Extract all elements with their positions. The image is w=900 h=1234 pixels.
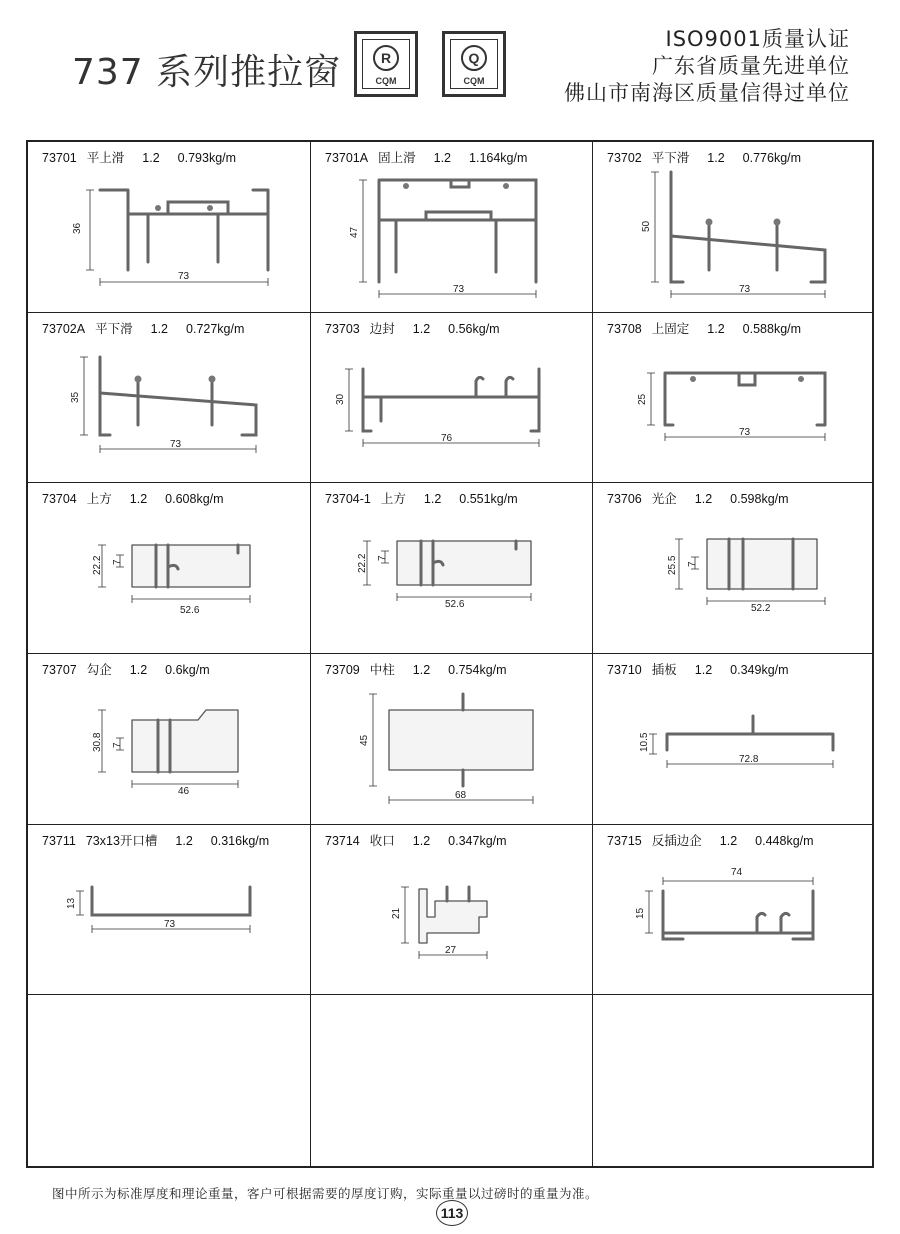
cert-line: ISO9001质量认证 xyxy=(665,27,850,51)
svg-text:25: 25 xyxy=(637,393,648,405)
profile-drawing xyxy=(28,483,310,653)
svg-text:10.5: 10.5 xyxy=(639,732,650,752)
profile-drawing xyxy=(593,142,872,312)
page-number: 113 xyxy=(436,1200,468,1226)
profile-drawing xyxy=(28,825,310,995)
profile-drawing xyxy=(311,654,593,824)
profile-cell xyxy=(28,313,311,484)
footer-note: 图中所示为标准厚度和理论重量，客户可根据需要的厚度订购，实际重量以过磅时的重量为准。 xyxy=(52,1186,599,1201)
svg-text:73: 73 xyxy=(739,284,751,295)
svg-text:CQM: CQM xyxy=(463,76,485,86)
svg-text:73: 73 xyxy=(453,284,465,295)
svg-text:73: 73 xyxy=(178,271,190,282)
empty-cell xyxy=(593,995,872,1166)
svg-text:46: 46 xyxy=(178,786,190,797)
profile-caption: 73709 中柱 1.2 0.754kg/m xyxy=(325,663,507,677)
svg-text:68: 68 xyxy=(455,790,467,801)
profile-caption: 73707 勾企 1.2 0.6kg/m xyxy=(42,663,210,677)
profile-caption: 73710 插板 1.2 0.349kg/m xyxy=(607,663,789,677)
profile-drawing xyxy=(593,825,872,995)
svg-text:15: 15 xyxy=(635,907,646,919)
profile-caption: 73704 上方 1.2 0.608kg/m xyxy=(42,492,224,507)
profile-drawing xyxy=(311,825,593,995)
svg-text:52.6: 52.6 xyxy=(180,605,200,617)
profile-caption: 73708 上固定 1.2 0.588kg/m xyxy=(607,321,802,336)
profile-caption: 73714 收口 1.2 0.347kg/m xyxy=(325,833,507,848)
svg-text:30: 30 xyxy=(335,393,346,405)
cqm-q-certification-logo xyxy=(442,31,506,97)
svg-text:52.6: 52.6 xyxy=(445,599,465,611)
profile-cell xyxy=(28,654,311,825)
profile-drawing xyxy=(311,313,593,483)
profile-cell xyxy=(593,483,872,654)
svg-text:13: 13 xyxy=(66,897,77,909)
profile-cell xyxy=(311,825,593,996)
svg-text:45: 45 xyxy=(359,734,370,746)
profile-cell xyxy=(593,825,872,996)
empty-cell xyxy=(28,995,311,1166)
svg-text:35: 35 xyxy=(70,391,81,403)
svg-text:Q: Q xyxy=(468,50,480,66)
svg-text:36: 36 xyxy=(72,222,83,234)
svg-text:73: 73 xyxy=(164,918,176,930)
svg-text:73: 73 xyxy=(170,438,182,450)
profile-drawing xyxy=(311,142,593,312)
profile-cell xyxy=(593,654,872,825)
cqm-r-certification-logo xyxy=(354,31,418,97)
svg-text:30.8: 30.8 xyxy=(92,732,103,752)
profile-caption: 73701 平上滑 1.2 0.793kg/m xyxy=(42,151,237,165)
profile-caption: 73703 边封 1.2 0.56kg/m xyxy=(325,321,500,336)
svg-text:72.8: 72.8 xyxy=(739,754,759,765)
svg-text:47: 47 xyxy=(349,226,360,238)
profile-cell xyxy=(593,313,872,484)
page-title: 737 系列推拉窗 xyxy=(72,52,342,93)
profile-drawing xyxy=(28,142,310,312)
profile-caption: 73702A 平下滑 1.2 0.727kg/m xyxy=(42,321,245,336)
svg-text:7: 7 xyxy=(377,555,388,562)
profile-caption: 73704-1 上方 1.2 0.551kg/m xyxy=(325,492,518,507)
svg-text:7: 7 xyxy=(687,561,698,568)
svg-text:R: R xyxy=(380,50,392,66)
cert-line: 佛山市南海区质量信得过单位 xyxy=(564,81,850,105)
profile-cell xyxy=(311,483,593,654)
svg-text:27: 27 xyxy=(445,944,457,956)
profile-drawing xyxy=(593,313,872,483)
profile-caption: 73702 平下滑 1.2 0.776kg/m xyxy=(607,151,802,165)
profile-drawing xyxy=(28,313,310,483)
profile-cell xyxy=(311,142,593,313)
profile-cell xyxy=(311,654,593,825)
profile-cell xyxy=(311,313,593,484)
profile-caption: 73701A 固上滑 1.2 1.164kg/m xyxy=(325,151,528,165)
profile-drawing xyxy=(28,654,310,824)
svg-text:21: 21 xyxy=(391,907,402,919)
svg-text:50: 50 xyxy=(641,220,652,232)
profile-cell xyxy=(28,483,311,654)
svg-text:7: 7 xyxy=(112,742,123,748)
profile-cell xyxy=(28,825,311,996)
svg-text:7: 7 xyxy=(112,559,123,566)
svg-text:74: 74 xyxy=(731,866,743,878)
profile-caption: 73711 73x13开口槽 1.2 0.316kg/m xyxy=(42,833,270,848)
profile-drawing xyxy=(593,654,872,824)
profile-cell xyxy=(593,142,872,313)
profile-cell xyxy=(28,142,311,313)
svg-text:73: 73 xyxy=(739,426,751,438)
svg-text:22.2: 22.2 xyxy=(92,555,103,576)
cert-line: 广东省质量先进单位 xyxy=(652,54,850,78)
profile-caption: 73715 反插边企 1.2 0.448kg/m xyxy=(607,833,814,848)
profile-drawing xyxy=(311,483,593,653)
profile-caption: 73706 光企 1.2 0.598kg/m xyxy=(607,492,789,507)
svg-text:22.2: 22.2 xyxy=(357,553,368,574)
svg-text:CQM: CQM xyxy=(375,76,397,86)
certifications xyxy=(564,26,850,107)
svg-text:25.5: 25.5 xyxy=(667,555,678,576)
profile-grid xyxy=(26,140,874,1168)
svg-text:52.2: 52.2 xyxy=(751,603,771,615)
empty-cell xyxy=(311,995,593,1166)
svg-text:76: 76 xyxy=(441,432,453,444)
profile-drawing xyxy=(593,483,872,653)
